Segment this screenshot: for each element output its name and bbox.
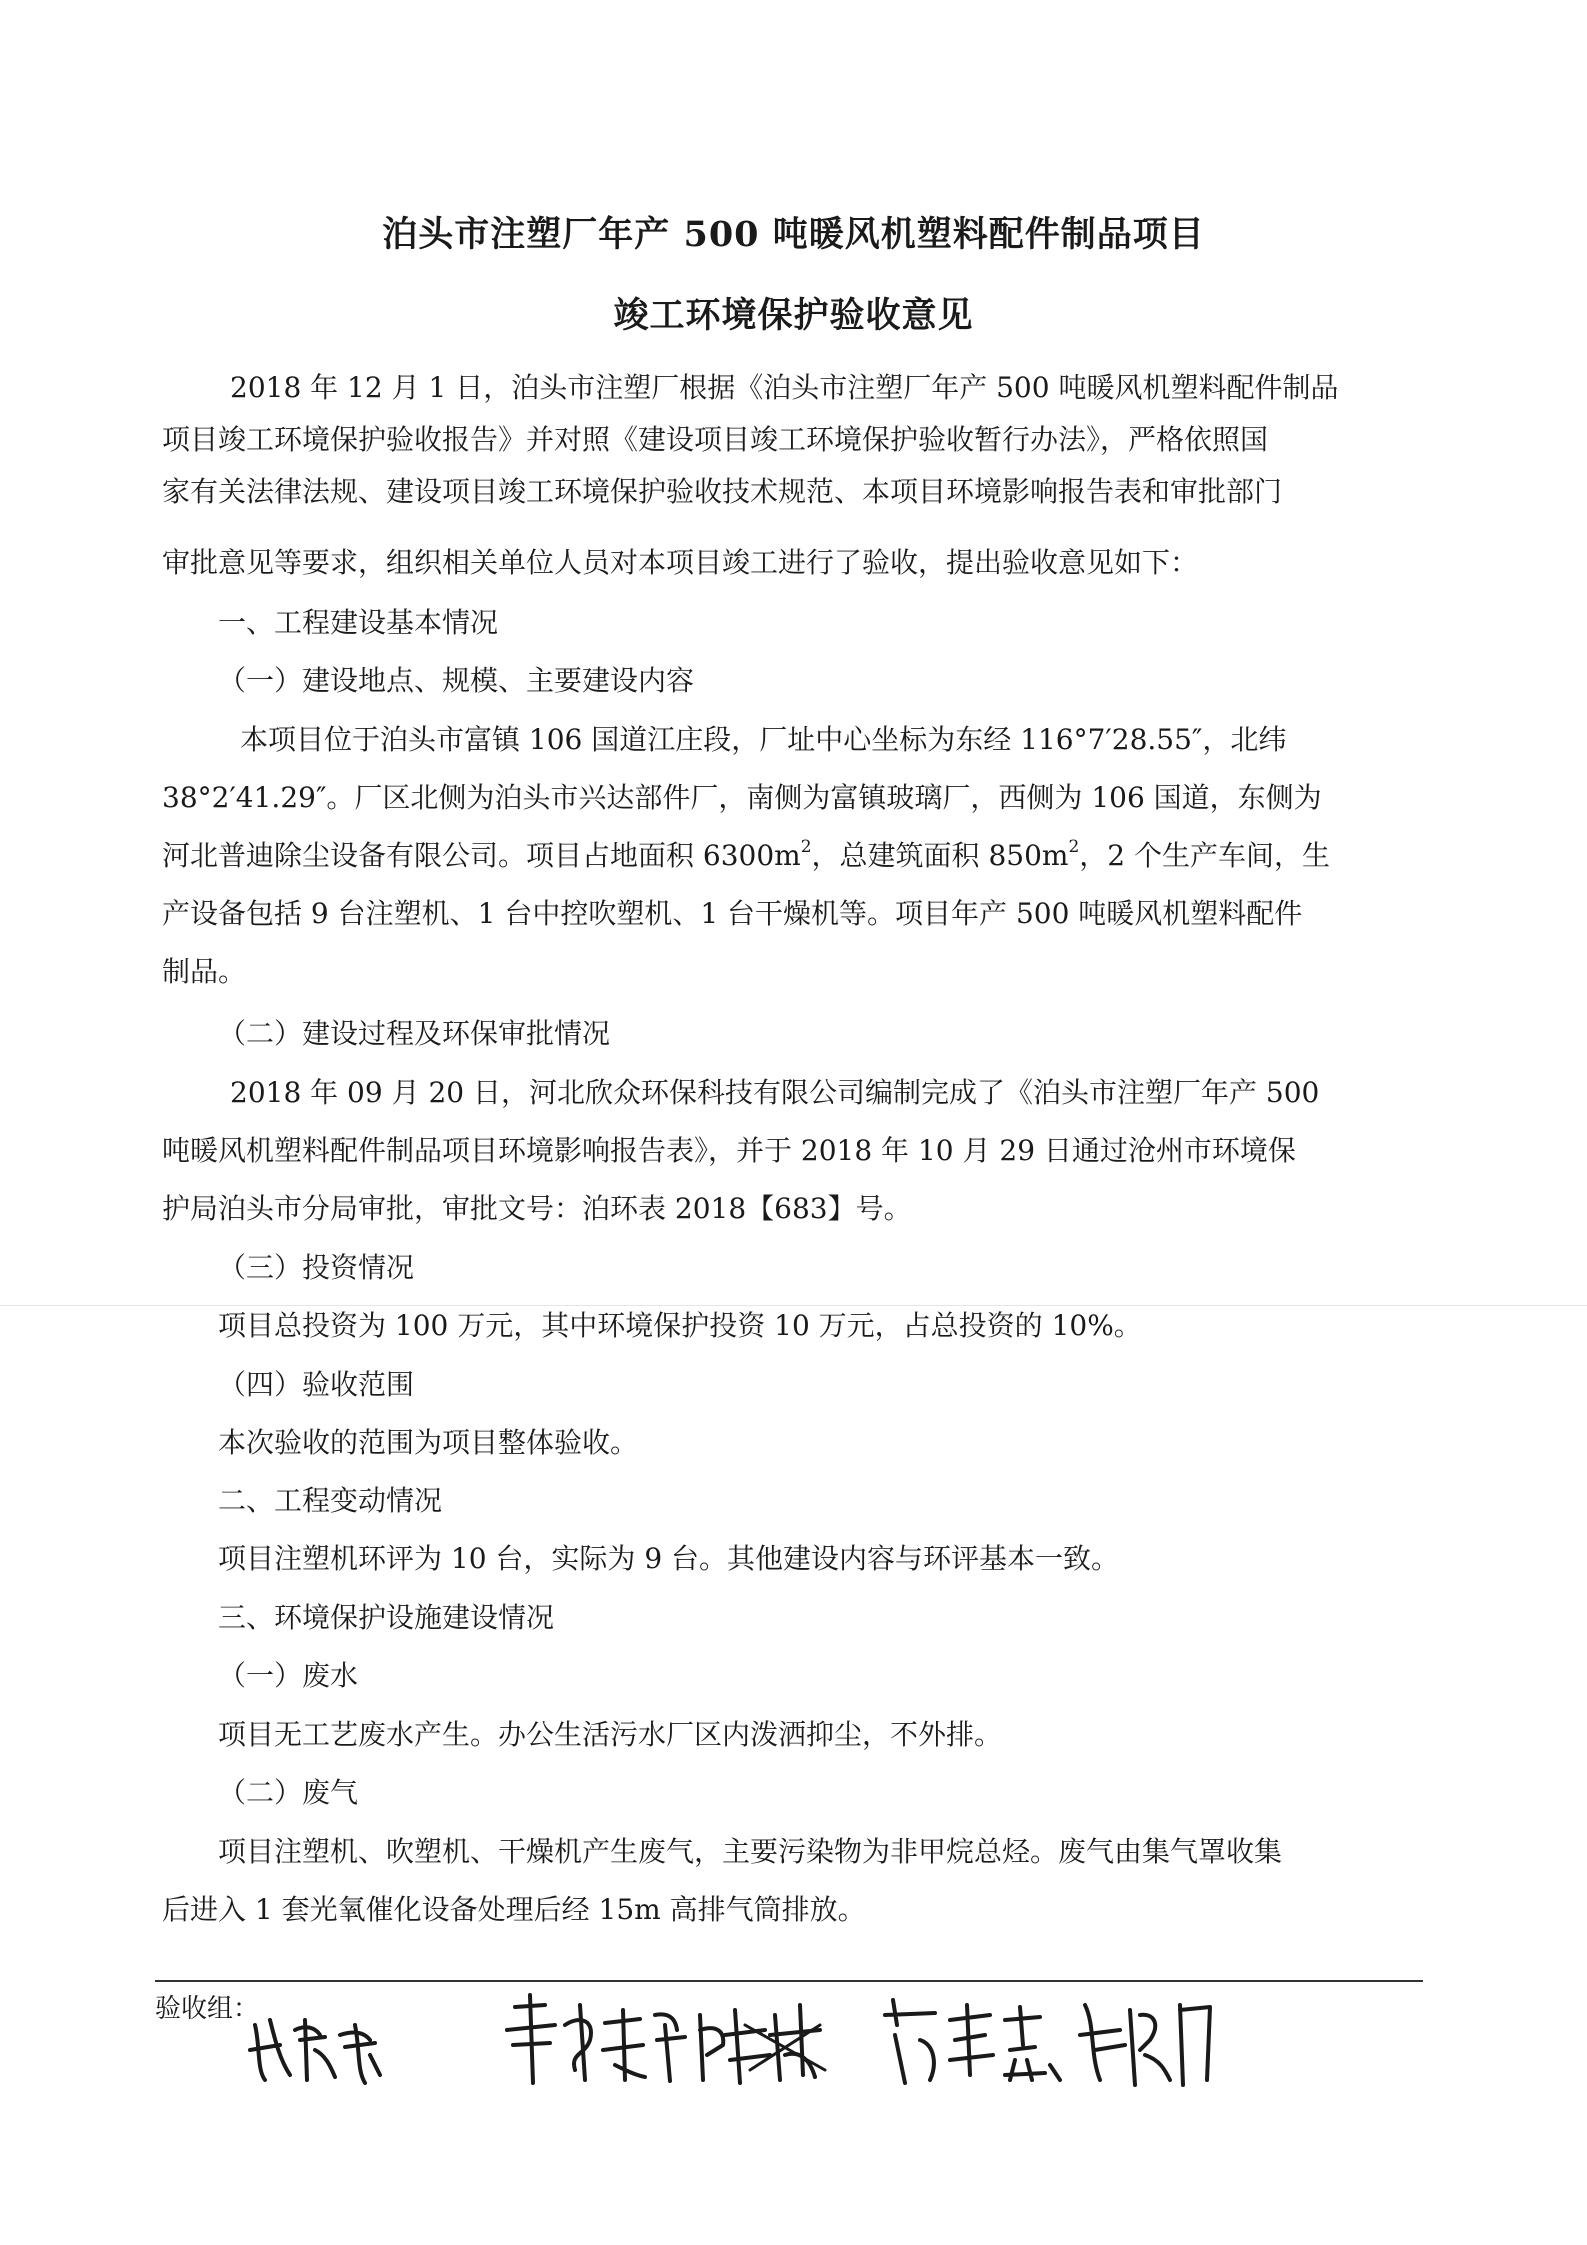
intro-line-1: 2018 年 12 月 1 日，泊头市注塑厂根据《泊头市注塑厂年产 500 吨暖风机塑料配件制品	[230, 371, 1339, 404]
section-heading-1: 一、工程建设基本情况	[218, 606, 499, 639]
signature-5	[1080, 2005, 1210, 2085]
subsection-heading-1-4: （四）验收范围	[218, 1368, 415, 1401]
location-line-4: 产设备包括 9 台注塑机、1 台中控吹塑机、1 台干燥机等。项目年产 500 吨暖风机塑料配件	[162, 897, 1303, 930]
approval-line-1: 2018 年 09 月 20 日，河北欣众环保科技有限公司编制完成了《泊头市注塑厂年产 500	[230, 1076, 1320, 1109]
location-line-3-part-c: ，2 个生产车间，生	[1079, 839, 1330, 872]
scan-artifact-line	[0, 1305, 1587, 1306]
location-line-5: 制品。	[162, 955, 247, 988]
subsection-heading-1-1: （一）建设地点、规模、主要建设内容	[218, 664, 695, 697]
subsection-heading-3-2: （二）废气	[218, 1776, 359, 1809]
handwritten-signatures	[245, 1985, 1245, 2095]
approval-line-2: 吨暖风机塑料配件制品项目环境影响报告表》，并于 2018 年 10 月 29 日通过沧州市环境保	[162, 1134, 1296, 1167]
location-line-3-part-b: ，总建筑面积 850m	[811, 839, 1069, 872]
signature-rule	[155, 1980, 1423, 1982]
subsection-heading-1-3: （三）投资情况	[218, 1251, 415, 1284]
signature-1	[250, 2020, 380, 2083]
scope-text: 本次验收的范围为项目整体验收。	[218, 1426, 639, 1459]
intro-line-4: 审批意见等要求，组织相关单位人员对本项目竣工进行了验收，提出验收意见如下：	[162, 546, 1199, 579]
exhaust-line-2: 后进入 1 套光氧催化设备处理后经 15m 高排气筒排放。	[162, 1893, 866, 1926]
subsection-heading-1-2: （二）建设过程及环保审批情况	[218, 1017, 611, 1050]
subsection-heading-3-1: （一）废水	[218, 1659, 359, 1692]
signature-3	[700, 2005, 825, 2083]
section-heading-3: 三、环境保护设施建设情况	[218, 1601, 555, 1634]
signature-4	[885, 2000, 1060, 2083]
location-line-3	[162, 838, 1330, 874]
area-unit-superscript: 2	[800, 837, 812, 857]
location-line-3-part-a: 河北普迪除尘设备有限公司。项目占地面积 6300m	[162, 839, 801, 872]
investment-text: 项目总投资为 100 万元，其中环境保护投资 10 万元，占总投资的 10%。	[218, 1309, 1142, 1342]
exhaust-line-1: 项目注塑机、吹塑机、干燥机产生废气，主要污染物为非甲烷总烃。废气由集气罩收集	[218, 1835, 1283, 1868]
wastewater-text: 项目无工艺废水产生。办公生活污水厂区内泼洒抑尘，不外排。	[218, 1718, 1003, 1751]
document-title-line2: 竣工环境保护验收意见	[613, 295, 974, 336]
location-line-1: 本项目位于泊头市富镇 106 国道江庄段，厂址中心坐标为东经 116°7′28.55″，北纬	[240, 723, 1287, 756]
approval-line-3: 护局泊头市分局审批，审批文号：泊环表 2018【683】号。	[162, 1192, 912, 1225]
signature-2	[507, 1995, 685, 2083]
area-unit-superscript: 2	[1068, 837, 1080, 857]
acceptance-group-label: 验收组：	[155, 1994, 260, 2024]
location-line-2: 38°2′41.29″。厂区北侧为泊头市兴达部件厂，南侧为富镇玻璃厂，西侧为 106 国道，东侧为	[162, 781, 1322, 814]
intro-line-2: 项目竣工环境保护验收报告》并对照《建设项目竣工环境保护验收暂行办法》，严格依照国	[162, 423, 1269, 456]
section-heading-2: 二、工程变动情况	[218, 1484, 443, 1517]
changes-text: 项目注塑机环评为 10 台，实际为 9 台。其他建设内容与环评基本一致。	[218, 1542, 1120, 1575]
document-title-line1: 泊头市注塑厂年产 500 吨暖风机塑料配件制品项目	[382, 214, 1205, 255]
intro-line-3: 家有关法律法规、建设项目竣工环境保护验收技术规范、本项目环境影响报告表和审批部门	[162, 475, 1283, 508]
